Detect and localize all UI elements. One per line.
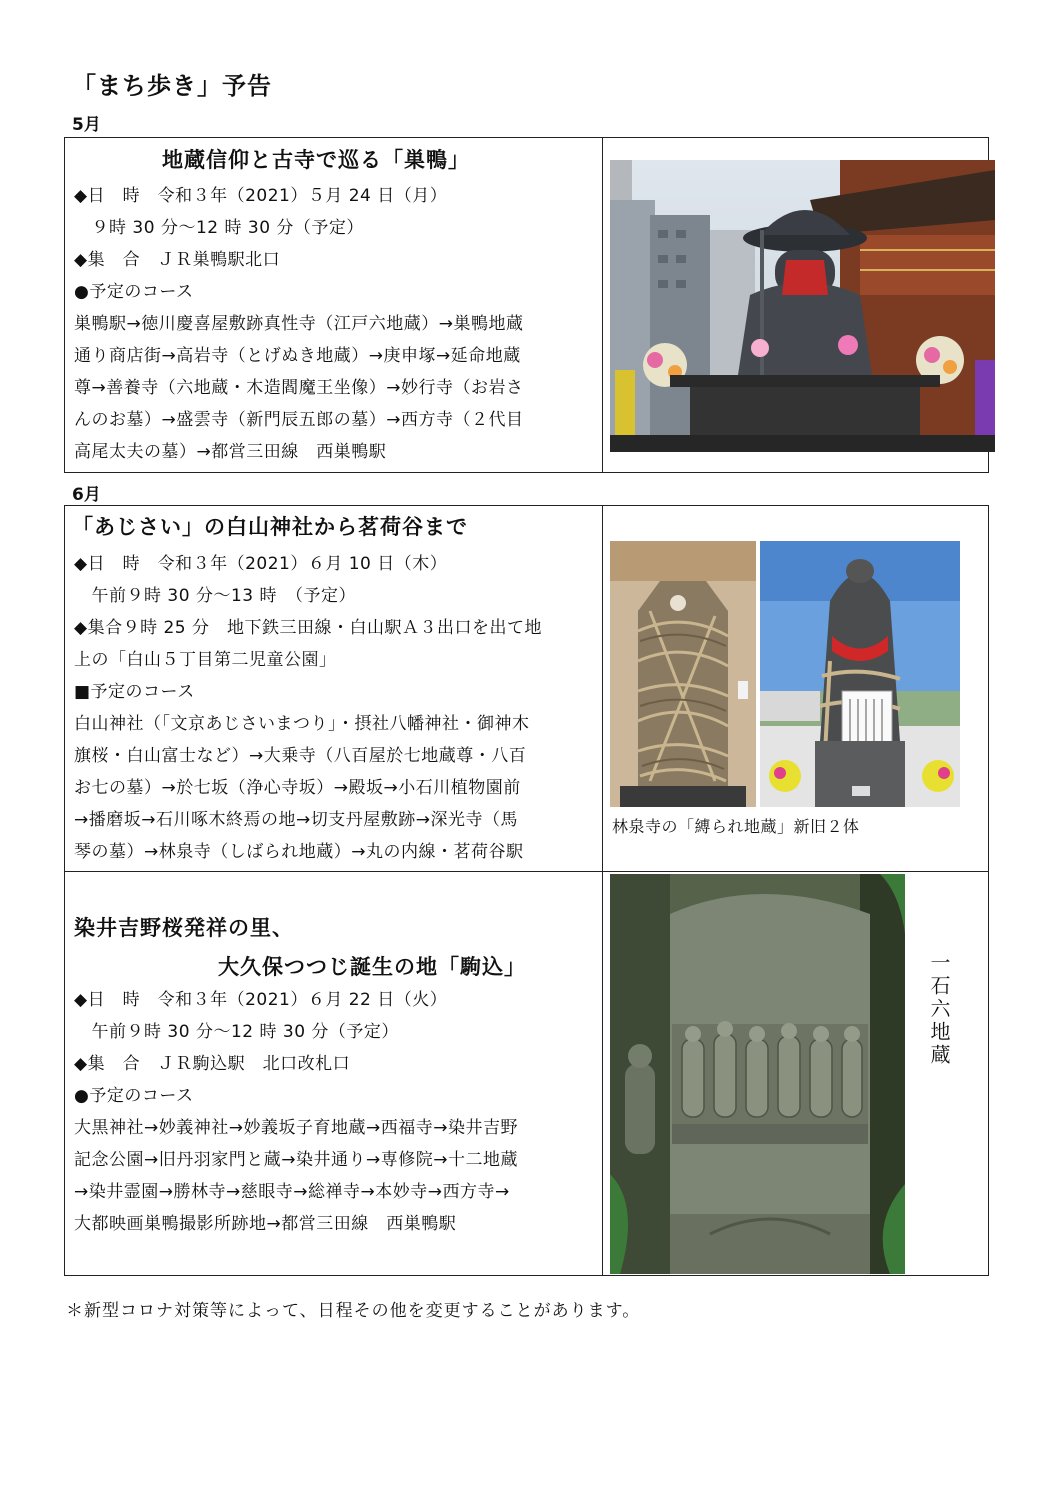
detail-line: ◆日 時 令和３年（2021）５月 24 日（月）: [74, 186, 448, 206]
detail-line: →播磨坂→石川啄木終焉の地→切支丹屋敷跡→深光寺（馬: [74, 810, 518, 830]
sugamo-jizo-photo: [610, 160, 995, 452]
new-bound-jizo-photo: [760, 541, 960, 807]
detail-line: 白山神社（「文京あじさいまつり」・摂社八幡神社・御神木: [74, 714, 530, 734]
june-walk1-details: [74, 548, 542, 868]
detail-line: ■予定のコース: [74, 682, 195, 702]
detail-line: ９時 30 分～12 時 30 分（予定）: [74, 218, 364, 238]
detail-line: ◆集 合 ＪＲ巣鴨駅北口: [74, 250, 281, 270]
june-walk2-details: [74, 984, 518, 1240]
june-walk2-heading-line2: 大久保つつじ誕生の地「駒込」: [218, 955, 526, 979]
detail-line: 旗桜・白山富士など）→大乗寺（八百屋於七地蔵尊・八百: [74, 746, 527, 766]
month-label-june: 6月: [72, 485, 101, 505]
detail-line: 上の「白山５丁目第二児童公園」: [74, 650, 337, 670]
detail-line: 午前９時 30 分～13 時 （予定）: [74, 586, 356, 606]
divider: [64, 871, 989, 872]
detail-line: 大都映画巣鴨撮影所跡地→都営三田線 西巣鴨駅: [74, 1214, 457, 1234]
detail-line: 高尾太夫の墓）→都営三田線 西巣鴨駅: [74, 442, 387, 462]
six-jizo-stone-photo: [610, 874, 905, 1274]
detail-line: ◆日 時 令和３年（2021）６月 10 日（木）: [74, 554, 448, 574]
detail-line: 大黒神社→妙義神社→妙義坂子育地蔵→西福寺→染井吉野: [74, 1118, 518, 1138]
may-walk-heading: 地蔵信仰と古寺で巡る「巣鴨」: [162, 148, 470, 172]
detail-line: 尊→善養寺（六地蔵・木造閻魔王坐像）→妙行寺（お岩さ: [74, 378, 524, 398]
old-bound-jizo-photo: [610, 541, 756, 807]
may-walk-details: [74, 180, 524, 468]
detail-line: お七の墓）→於七坂（浄心寺坂）→殿坂→小石川植物園前: [74, 778, 521, 798]
detail-line: 通り商店街→高岩寺（とげぬき地蔵）→庚申塚→延命地蔵: [74, 346, 521, 366]
detail-line: ◆集 合 ＪＲ駒込駅 北口改札口: [74, 1054, 351, 1074]
page-title: 「まち歩き」予告: [72, 72, 272, 100]
schedule-change-note: ＊新型コロナ対策等によって、日程その他を変更することがあります。: [66, 1301, 641, 1321]
detail-line: 巣鴨駅→徳川慶喜屋敷跡真性寺（江戸六地蔵）→巣鴨地蔵: [74, 314, 524, 334]
detail-line: ●予定のコース: [74, 282, 194, 302]
detail-line: →染井霊園→勝林寺→慈眼寺→総禅寺→本妙寺→西方寺→: [74, 1182, 510, 1202]
detail-line: んのお墓）→盛雲寺（新門辰五郎の墓）→西方寺（２代目: [74, 410, 524, 430]
six-jizo-photo-label: 一石六地蔵: [927, 952, 951, 1067]
detail-line: ◆日 時 令和３年（2021）６月 22 日（火）: [74, 990, 448, 1010]
detail-line: 午前９時 30 分～12 時 30 分（予定）: [74, 1022, 399, 1042]
june-walk2-heading-line1: 染井吉野桜発祥の里、: [74, 916, 294, 940]
divider: [602, 137, 603, 473]
jizo-photo-caption: 林泉寺の「縛られ地蔵」新旧２体: [612, 817, 860, 836]
detail-line: 琴の墓）→林泉寺（しばられ地蔵）→丸の内線・茗荷谷駅: [74, 842, 524, 862]
detail-line: ◆集合９時 25 分 地下鉄三田線・白山駅Ａ３出口を出て地: [74, 618, 543, 638]
june-walk1-heading: 「あじさい」の白山神社から茗荷谷まで: [72, 515, 468, 539]
detail-line: ●予定のコース: [74, 1086, 194, 1106]
divider: [602, 505, 603, 1276]
detail-line: 記念公園→旧丹羽家門と蔵→染井通り→専修院→十二地蔵: [74, 1150, 518, 1170]
month-label-may: 5月: [72, 115, 101, 135]
